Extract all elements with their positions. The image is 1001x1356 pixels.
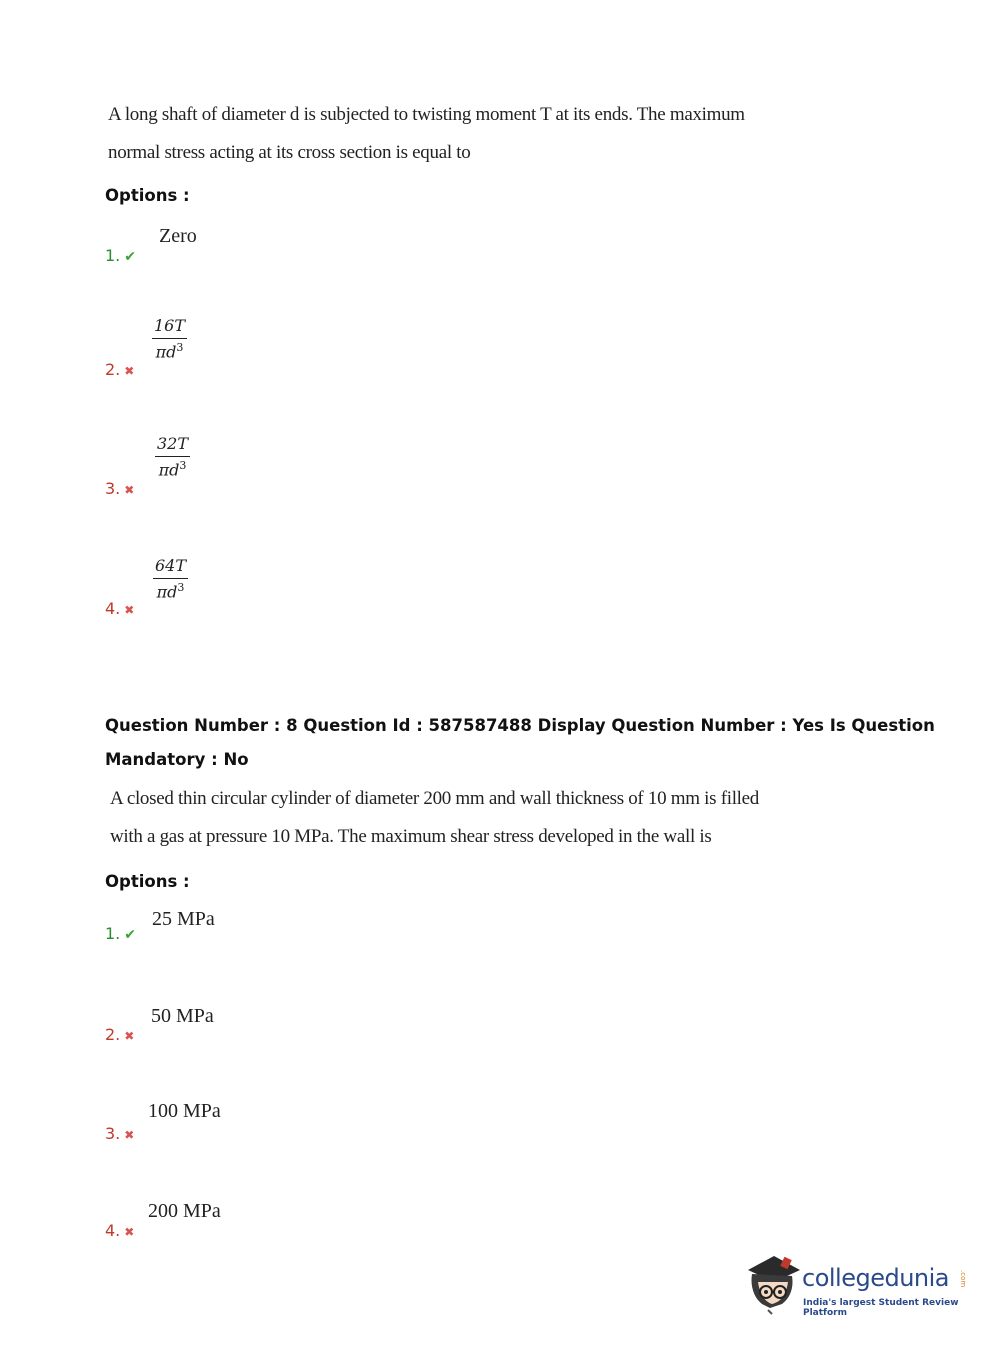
q1-option-2-fraction [152, 316, 187, 361]
q1-option-2-number: 2. ✖ [105, 360, 135, 379]
cross-icon: ✖ [124, 1128, 135, 1142]
collegedunia-watermark [742, 1250, 970, 1320]
q1-option-3-number: 3. ✖ [105, 479, 135, 498]
fraction-exponent: 3 [179, 459, 187, 472]
check-icon: ✔ [124, 927, 136, 943]
cross-icon: ✖ [124, 603, 135, 617]
fraction-numerator: 16T [152, 316, 187, 339]
cross-icon: ✖ [124, 1029, 135, 1043]
cross-icon: ✖ [124, 1225, 135, 1239]
q1-option-4-fraction [153, 556, 188, 601]
q2-option-2-text: 50 MPa [151, 1005, 214, 1027]
fraction-denominator: πd [155, 342, 177, 362]
q2-meta-line-1: Question Number : 8 Question Id : 587587488 Display Question Number : Yes Is Question [105, 716, 935, 735]
q2-stem-line-1: A closed thin circular cylinder of diameter 200 mm and wall thickness of 10 mm is filled [110, 788, 759, 809]
fraction-numerator: 64T [153, 556, 188, 579]
q2-option-1-number: 1. ✔ [105, 924, 136, 943]
fraction-exponent: 3 [177, 581, 185, 594]
q1-option-3-fraction [155, 434, 190, 479]
q2-option-2-number: 2. ✖ [105, 1025, 135, 1044]
q1-option-1-text: Zero [159, 225, 197, 247]
fraction-denominator: πd [158, 460, 180, 480]
q2-option-1-text: 25 MPa [152, 908, 215, 930]
q2-option-4-number: 4. ✖ [105, 1221, 135, 1240]
q2-options-label: Options : [105, 872, 190, 891]
fraction-numerator: 32T [155, 434, 190, 457]
q1-stem-line-2: normal stress acting at its cross section is equal to [108, 142, 471, 163]
mascot-icon [742, 1252, 802, 1316]
q1-option-1-number: 1. ✔ [105, 246, 136, 265]
check-icon: ✔ [124, 249, 136, 265]
fraction-denominator: πd [156, 582, 178, 602]
q2-option-3-text: 100 MPa [148, 1100, 221, 1122]
q2-meta-line-2: Mandatory : No [105, 750, 249, 769]
q2-option-3-number: 3. ✖ [105, 1124, 135, 1143]
cross-icon: ✖ [124, 364, 135, 378]
q1-options-label: Options : [105, 186, 190, 205]
fraction-exponent: 3 [176, 341, 184, 354]
q2-stem-line-2: with a gas at pressure 10 MPa. The maximum shear stress developed in the wall is [110, 826, 712, 847]
brand-suffix: .com [959, 1270, 967, 1288]
q1-stem-line-1: A long shaft of diameter d is subjected to twisting moment T at its ends. The maximum [108, 104, 745, 125]
q2-option-4-text: 200 MPa [148, 1200, 221, 1222]
brand-tagline: India's largest Student Review Platform [803, 1298, 959, 1318]
brand-name: collegedunia [802, 1264, 950, 1292]
q1-option-4-number: 4. ✖ [105, 599, 135, 618]
cross-icon: ✖ [124, 483, 135, 497]
